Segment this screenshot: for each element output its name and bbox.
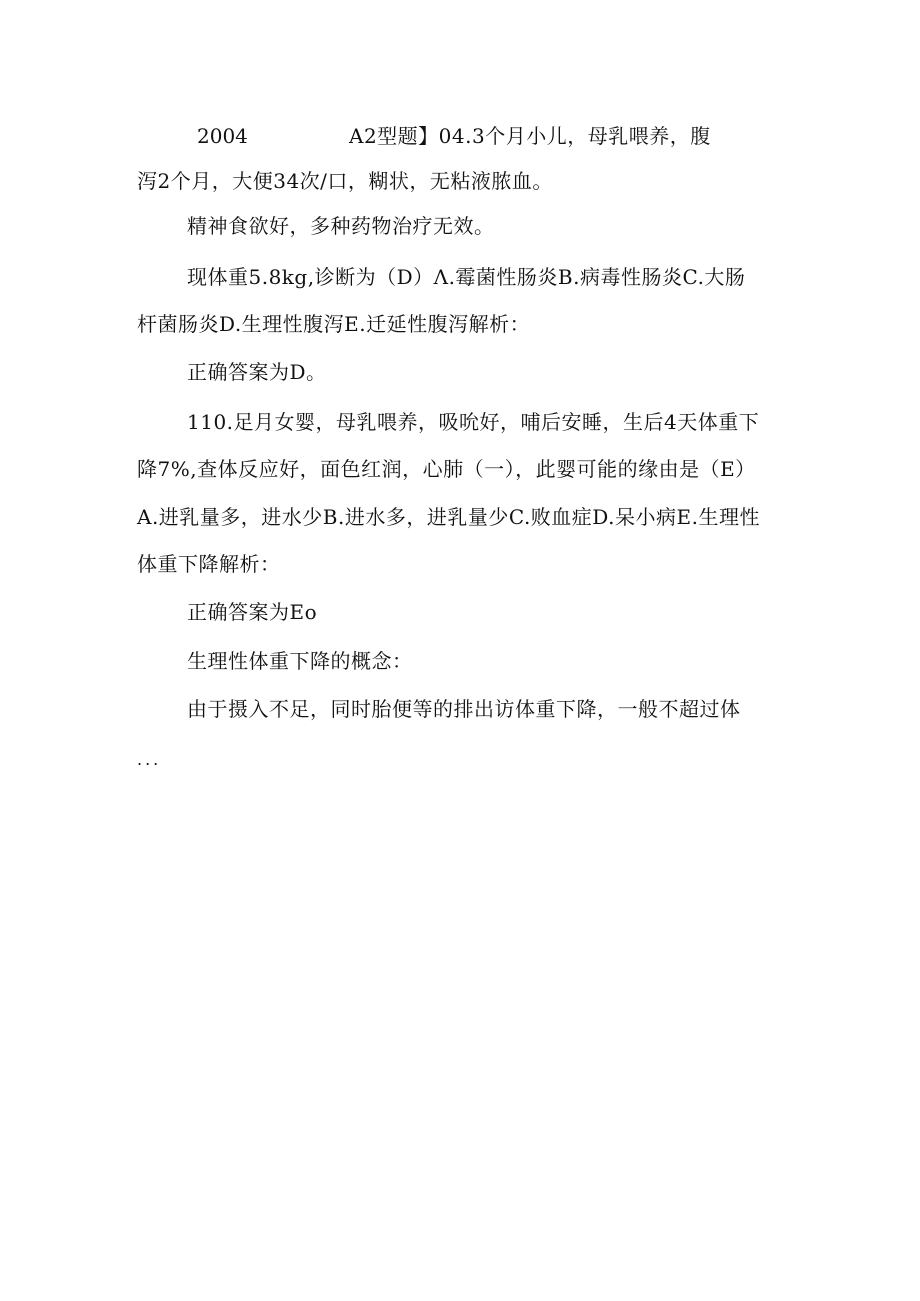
- q1-line-3: 精神食欲好，多种药物治疗无效。: [187, 214, 495, 238]
- continuation-ellipsis: ...: [137, 750, 162, 769]
- q1-header: A2型题】04.3个月小儿，母乳喂养，腹: [349, 124, 711, 148]
- concept-text: 由于摄入不足，同时胎便等的排出访体重下降，一般不超过体: [187, 697, 741, 721]
- q2-line-1: 110.足月女婴，母乳喂养，吸吮好，哺后安睡，生后4天体重下: [187, 410, 760, 434]
- concept-title: 生理性体重下降的概念：: [187, 649, 413, 673]
- q2-line-2: 降7%,查体反应好，面色红润，心肺（一），此婴可能的缘由是（E）: [137, 457, 756, 481]
- q1-line-4: 现体重5.8kg,诊断为（D）Λ.霉菌性肠炎B.病毒性肠炎C.大肠: [187, 265, 746, 289]
- q2-line-3: A.进乳量多，进水少B.进水多，进乳量少C.败血症D.呆小病E.生理性: [137, 505, 760, 529]
- q2-line-4: 体重下降解析：: [137, 552, 281, 576]
- q1-line-2: 泻2个月，大便34次/口，糊状，无粘液脓血。: [137, 169, 553, 193]
- q1-line-5: 杆菌肠炎D.生理性腹泻E.迁延性腹泻解析：: [137, 312, 531, 336]
- q2-answer: 正确答案为Eo: [187, 600, 318, 624]
- q1-answer: 正确答案为D。: [187, 360, 327, 384]
- q1-year: 2004: [197, 124, 248, 148]
